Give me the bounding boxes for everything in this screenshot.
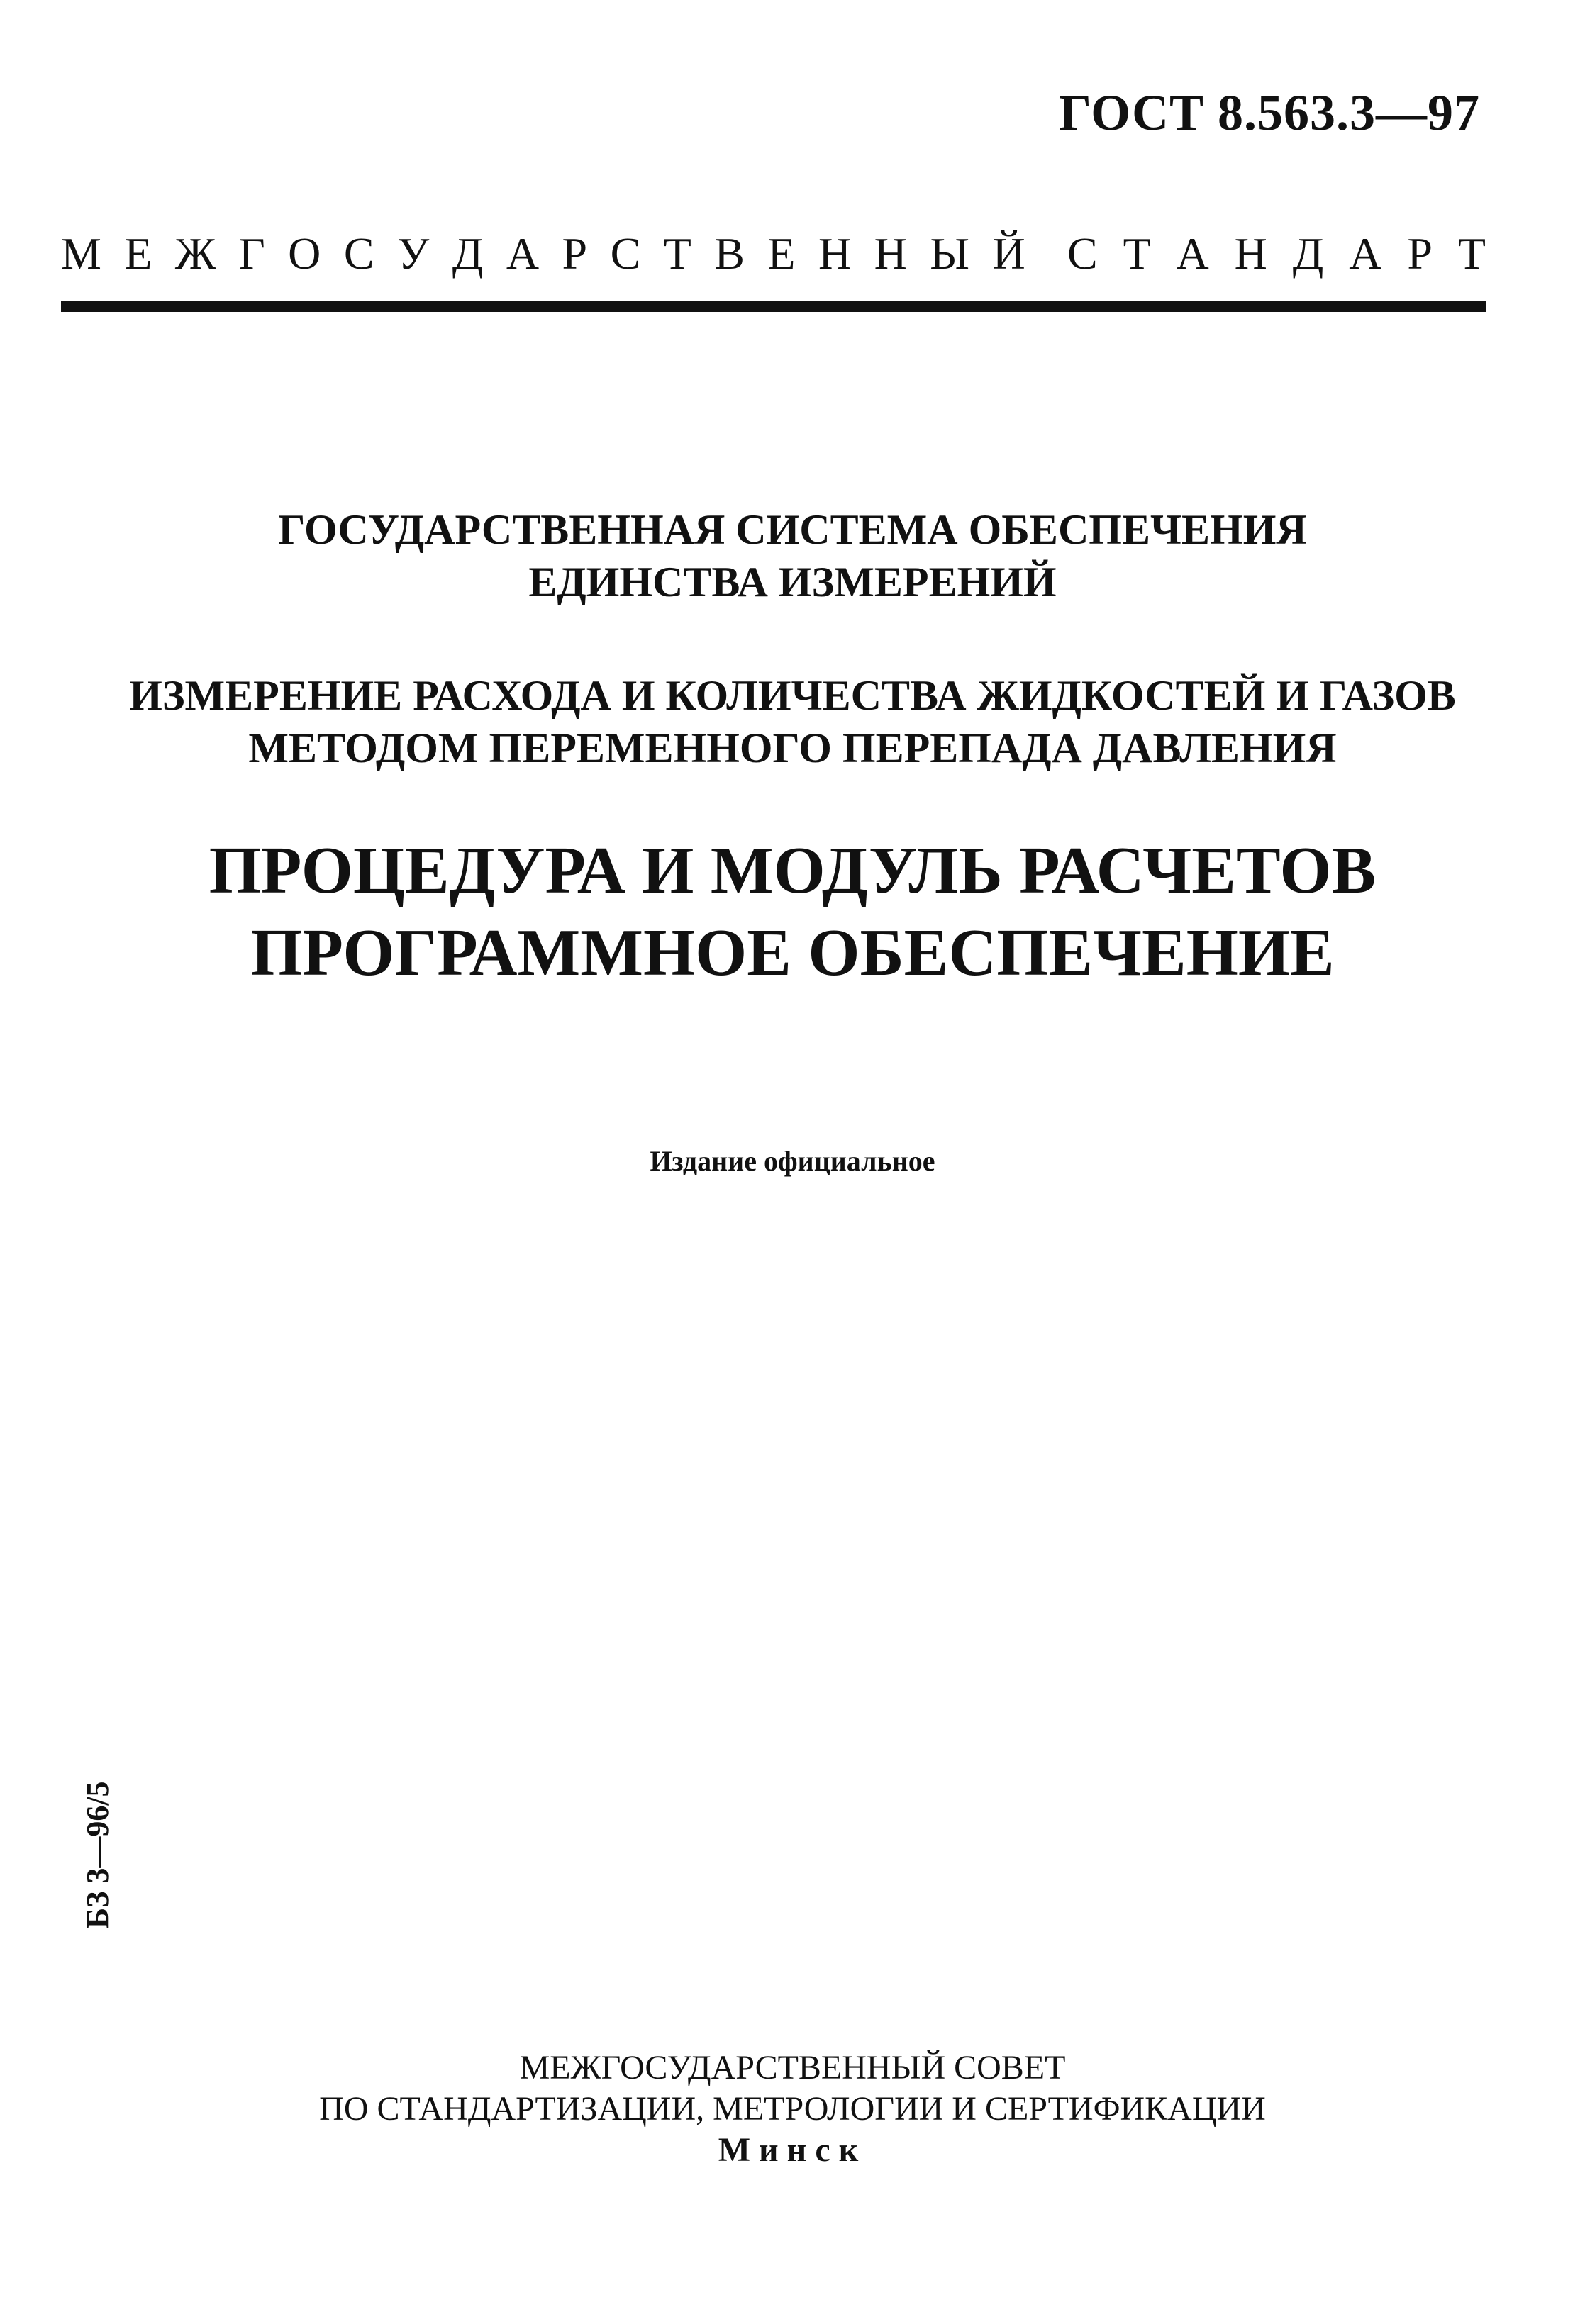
spaced-letter: Н: [818, 228, 852, 279]
spaced-letter: Т: [1457, 228, 1486, 279]
spaced-letter: Н: [1234, 228, 1267, 279]
spaced-letter: С: [343, 228, 374, 279]
standard-type-word-interstate: [61, 225, 1025, 282]
spaced-letter: Й: [992, 228, 1025, 279]
system-title-line2: ЕДИНСТВА ИЗМЕРЕНИЙ: [528, 559, 1057, 605]
spaced-letter: Р: [1407, 228, 1433, 279]
spaced-letter: С: [610, 228, 641, 279]
document-number: ГОСТ 8.563.3—97: [1059, 84, 1480, 141]
method-title-line1: ИЗМЕРЕНИЕ РАСХОДА И КОЛИЧЕСТВА ЖИДКОСТЕЙ И ГАЗОВ: [129, 672, 1456, 719]
system-title: [0, 503, 1585, 608]
spaced-letter: Ы: [930, 228, 970, 279]
header-divider-rule: [61, 301, 1486, 312]
spaced-letter: Е: [767, 228, 796, 279]
spaced-letter: Р: [562, 228, 588, 279]
publisher-city: Минск: [718, 2131, 867, 2169]
spaced-letter: Т: [663, 228, 691, 279]
spaced-letter: Г: [238, 228, 265, 279]
method-title-line2: МЕТОДОМ ПЕРЕМЕННОГО ПЕРЕПАДА ДАВЛЕНИЯ: [248, 725, 1337, 771]
spaced-letter: Т: [1123, 228, 1151, 279]
spaced-letter: Ж: [174, 228, 216, 279]
spaced-letter: У: [396, 228, 430, 279]
spaced-letter: А: [506, 228, 540, 279]
spaced-letter: О: [288, 228, 321, 279]
spaced-letter: А: [1349, 228, 1382, 279]
standard-type-heading: [61, 225, 1486, 282]
edition-label: Издание официальное: [650, 1145, 935, 1177]
standard-type-word-standard: [1067, 225, 1486, 282]
system-title-line1: ГОСУДАРСТВЕННАЯ СИСТЕМА ОБЕСПЕЧЕНИЯ: [278, 506, 1307, 553]
publisher-block: [0, 2048, 1585, 2171]
main-title: [0, 829, 1585, 994]
method-title: [0, 669, 1585, 774]
spaced-letter: А: [1176, 228, 1209, 279]
spaced-letter: Д: [1292, 228, 1324, 279]
spaced-letter: С: [1067, 228, 1098, 279]
spaced-letter: М: [61, 228, 101, 279]
spaced-letter: В: [714, 228, 745, 279]
publisher-line1: МЕЖГОСУДАРСТВЕННЫЙ СОВЕТ: [519, 2049, 1066, 2086]
publisher-line2: ПО СТАНДАРТИЗАЦИИ, МЕТРОЛОГИИ И СЕРТИФИКАЦИИ: [319, 2090, 1266, 2128]
spaced-letter: Д: [452, 228, 484, 279]
main-title-line1: ПРОЦЕДУРА И МОДУЛЬ РАСЧЕТОВ: [208, 834, 1377, 907]
main-title-line2: ПРОГРАММНОЕ ОБЕСПЕЧЕНИЕ: [250, 916, 1335, 990]
side-code: БЗ 3—96/5: [80, 1781, 115, 1928]
spaced-letter: Н: [874, 228, 907, 279]
spaced-letter: Е: [124, 228, 152, 279]
